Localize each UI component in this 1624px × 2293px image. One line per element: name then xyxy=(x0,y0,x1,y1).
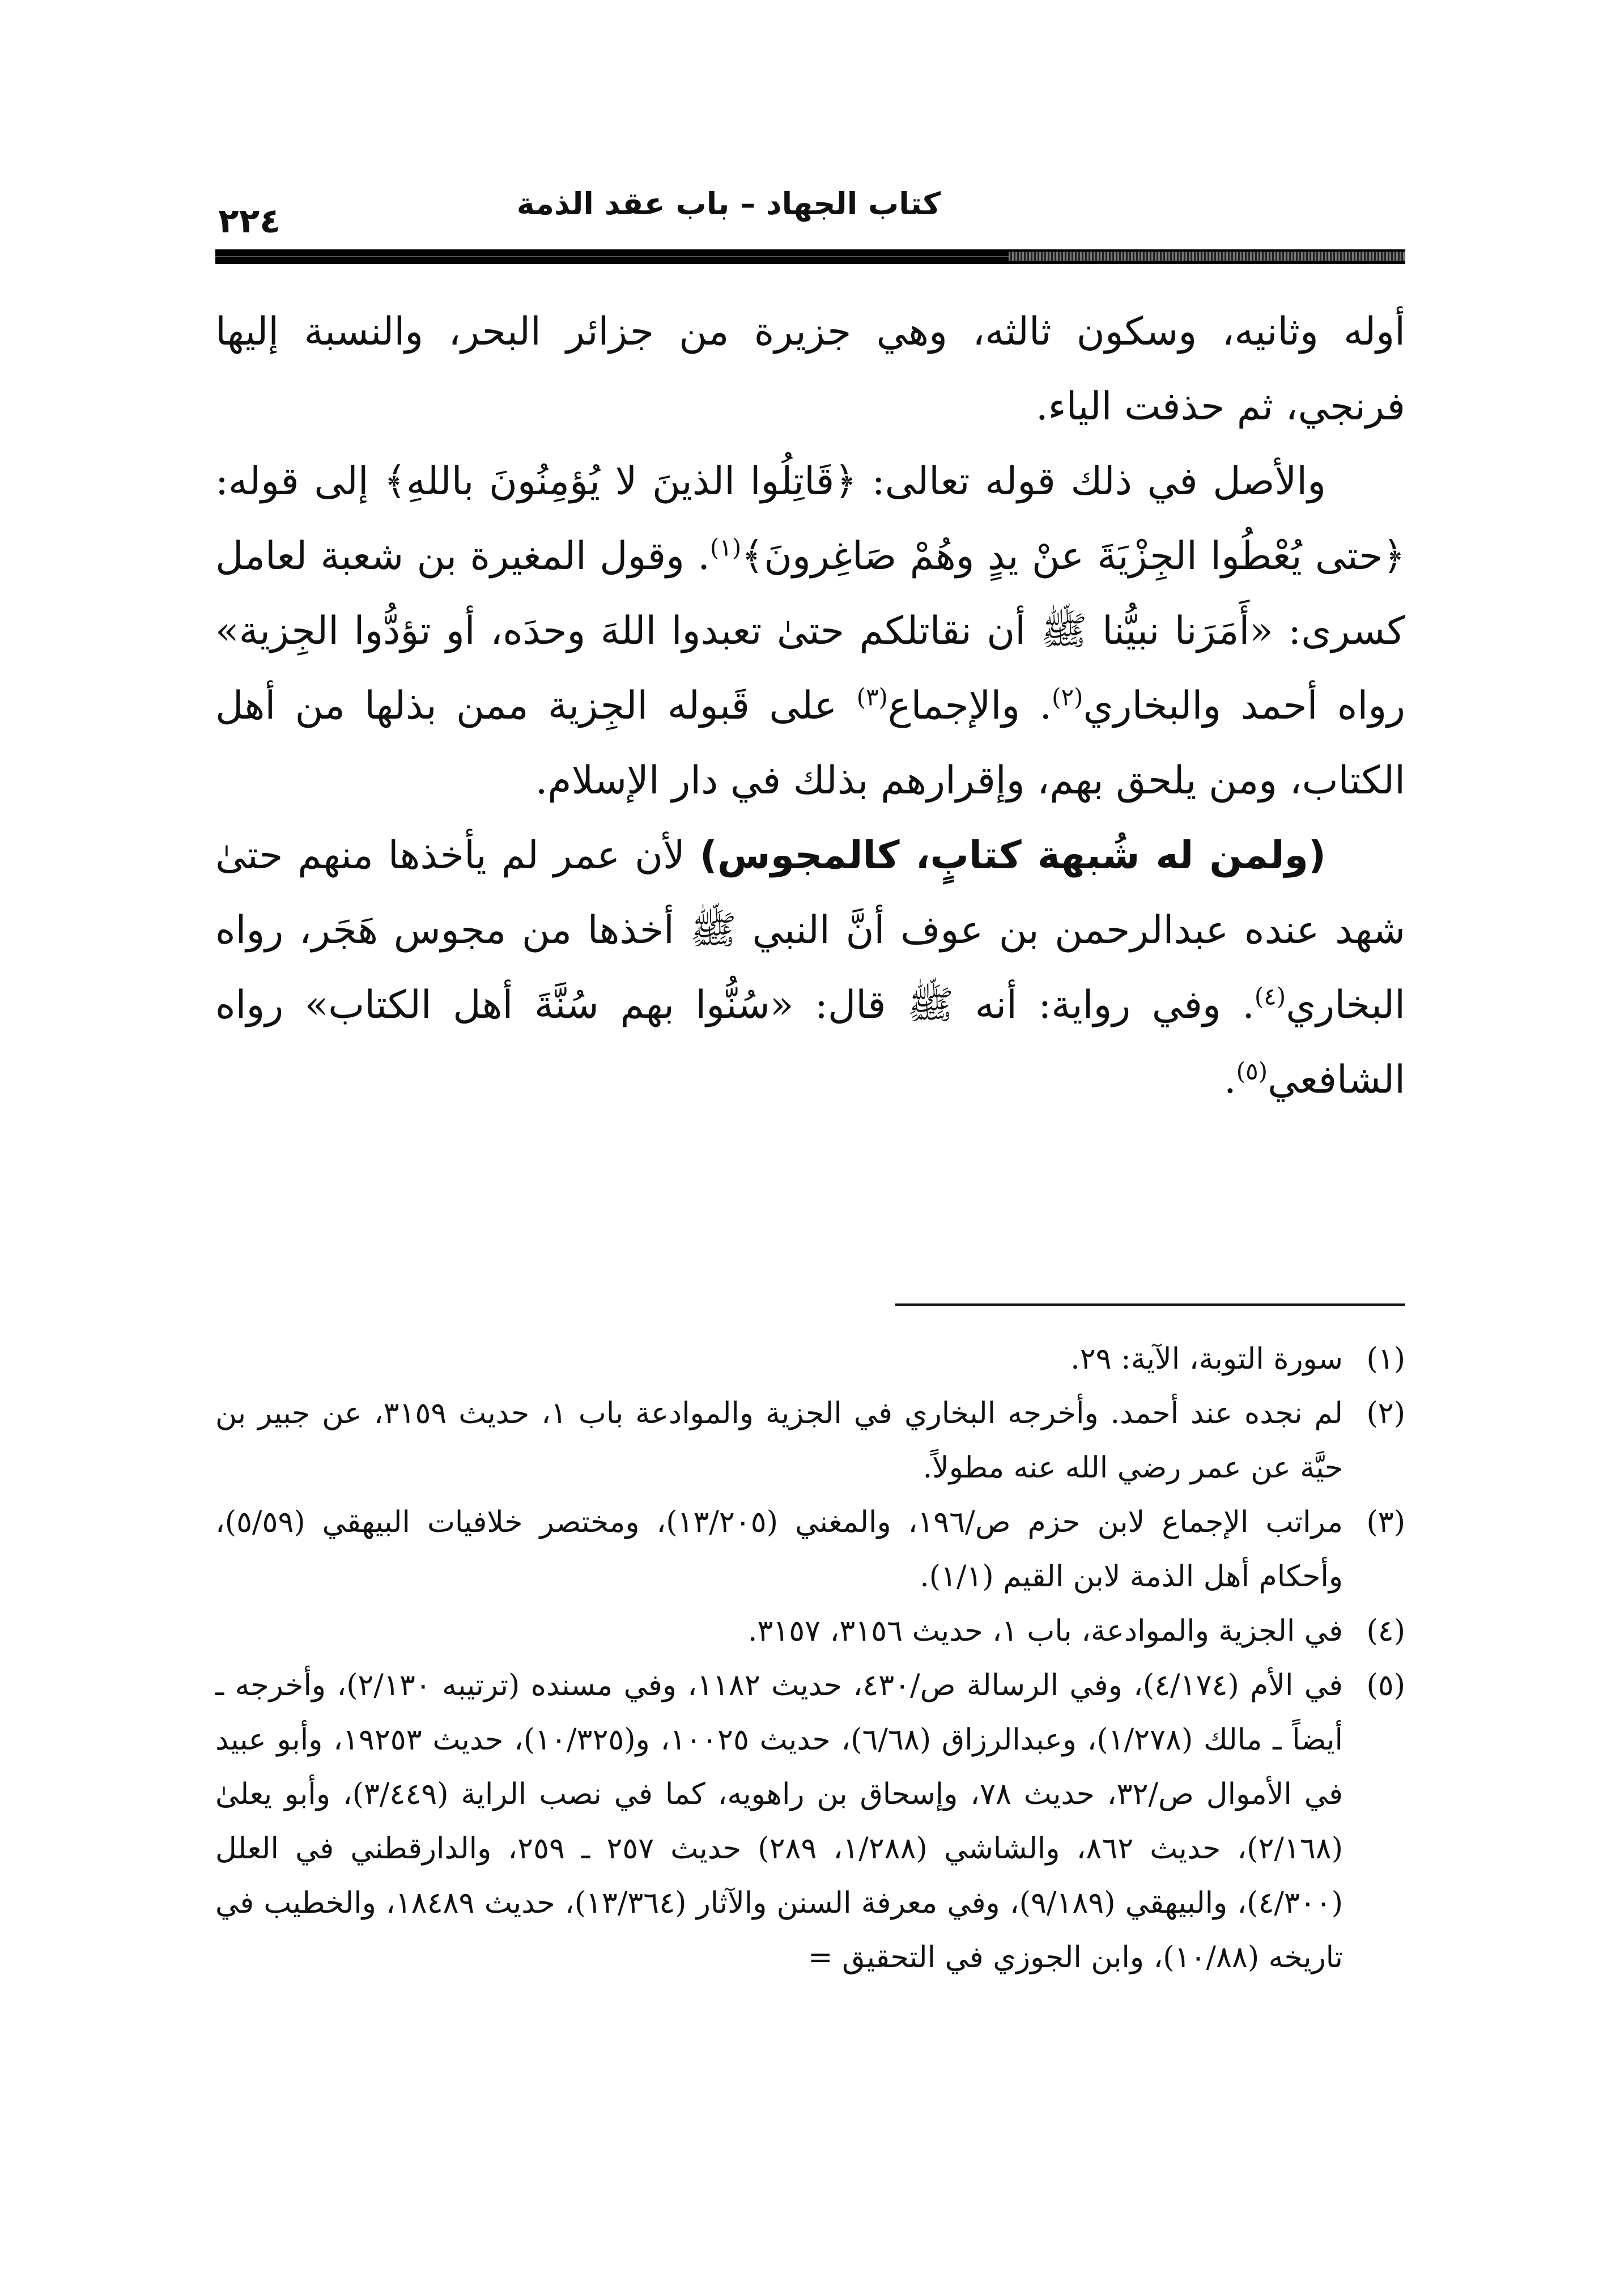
footnote-text: في الأم (٤/١٧٤)، وفي الرسالة ص/٤٣٠، حديث ١١٨٢، وفي مسنده (ترتيبه ٢/١٣٠)، وأخرجه ـ أيضاً ـ مالك (١/٢٧٨)، وعبدالرزاق (٦/٦٨)، حديث ١٠٠٢٥، و(١٠/٣٢٥)، حديث ١٩٢٥٣، وأبو عبيد في الأموال ص/٣٢، حديث ٧٨، وإسحاق بن راهويه، كما في نصب الراية (٣/٤٤٩)، وأبو يعلىٰ (٢/١٦٨)، حديث ٨٦٢، والشاشي (١/٢٨٨، ٢٨٩) حديث ٢٥٧ ـ ٢٥٩، والدارقطني في العلل (٤/٣٠٠)، والبيهقي (٩/١٨٩)، وفي معرفة السنن والآثار (١٣/٣٦٤)، حديث ١٨٤٨٩، والخطيب في تاريخه (١٠/٨٨)، وابن الجوزي في التحقيق = xyxy=(215,1668,1343,1974)
running-header xyxy=(215,181,1405,244)
footnote-4 xyxy=(215,1604,1405,1658)
paragraph-2 xyxy=(215,444,1405,818)
footnote-5 xyxy=(215,1658,1405,1985)
paragraph-3-text-a: لأن عمر لم يأخذها منهم حتىٰ شهد عنده عبدالرحمن بن عوف أنَّ النبي ﷺ أخذها من مجوس هَجَر، رواه البخاري xyxy=(215,833,1405,1027)
footnote-2 xyxy=(215,1386,1405,1495)
paragraph-2-text-d: على قَبوله الجِزية ممن بذلها من أهل الكتاب، ومن يلحق بهم، وإقرارهم بذلك في دار الإسلام. xyxy=(215,683,1405,803)
footnote-3 xyxy=(215,1495,1405,1604)
footnote-number: (١) xyxy=(1366,1342,1405,1376)
book-page xyxy=(215,0,1405,2293)
paragraph-2-text-c: . والإجماع xyxy=(887,683,1052,728)
footnote-ref-2: (٢) xyxy=(1052,683,1083,711)
footnote-number: (٢) xyxy=(1366,1396,1405,1430)
footnote-number: (٥) xyxy=(1366,1668,1405,1702)
main-text xyxy=(215,295,1405,1118)
matn-text: (ولمن له شُبهة كتابٍ، كالمجوس) xyxy=(699,833,1326,878)
footnote-text: مراتب الإجماع لابن حزم ص/١٩٦، والمغني (١٣/٢٠٥)، ومختصر خلافيات البيهقي (٥/٥٩)، وأحكام أهل الذمة لابن القيم (١/١). xyxy=(215,1505,1343,1594)
paragraph-3-text-c: . xyxy=(1224,1058,1236,1102)
paragraph-1: أوله وثانيه، وسكون ثالثه، وهي جزيرة من جزائر البحر، والنسبة إليها فرنجي، ثم حذفت الياء. xyxy=(215,309,1405,429)
footnote-ref-5: (٥) xyxy=(1236,1057,1268,1085)
footnote-text: لم نجده عند أحمد. وأخرجه البخاري في الجزية والموادعة باب ١، حديث ٣١٥٩، عن جبير بن حيَّة عن عمر رضي الله عنه مطولاً. xyxy=(215,1396,1343,1485)
header-rule-texture xyxy=(1009,252,1405,261)
footnote-text: في الجزية والموادعة، باب ١، حديث ٣١٥٦، ٣١٥٧. xyxy=(747,1614,1343,1648)
paragraph-2-text-b: . وقول المغيرة بن شعبة لعامل كسرى: «أَمَرَنا نبيُّنا ﷺ أن نقاتلكم حتىٰ تعبدوا اللهَ وحدَه، أو تؤدُّوا الجِزية» رواه أحمد والبخاري xyxy=(215,534,1405,728)
paragraph-3-text-b: . وفي رواية: أنه ﷺ قال: «سُنُّوا بهم سُنَّةَ أهل الكتاب» رواه الشافعي xyxy=(215,983,1405,1102)
footnotes xyxy=(215,1332,1405,1985)
running-title: كتاب الجهاد – باب عقد الذمة xyxy=(516,186,941,222)
footnote-number: (٤) xyxy=(1366,1614,1405,1648)
footnote-ref-4: (٤) xyxy=(1254,982,1286,1010)
footnote-text: سورة التوبة، الآية: ٢٩. xyxy=(1070,1342,1343,1376)
footnote-number: (٣) xyxy=(1366,1505,1405,1539)
footnote-1 xyxy=(215,1332,1405,1386)
footnote-ref-3: (٣) xyxy=(856,683,888,711)
paragraph-2-text-a: والأصل في ذلك قوله تعالى: ﴿قَاتِلُوا الذينَ لا يُؤمِنُونَ باللهِ﴾ إلى قوله: ﴿حتى يُعْطُوا الجِزْيَةَ عنْ يدٍ وهُمْ صَاغِرونَ﴾ xyxy=(215,459,1406,579)
footnote-ref-1: (١) xyxy=(709,533,742,562)
footnote-separator xyxy=(895,1303,1405,1306)
paragraph-3 xyxy=(215,818,1405,1118)
page-number: ٢٢٤ xyxy=(218,201,280,241)
header-rule xyxy=(215,249,1405,264)
